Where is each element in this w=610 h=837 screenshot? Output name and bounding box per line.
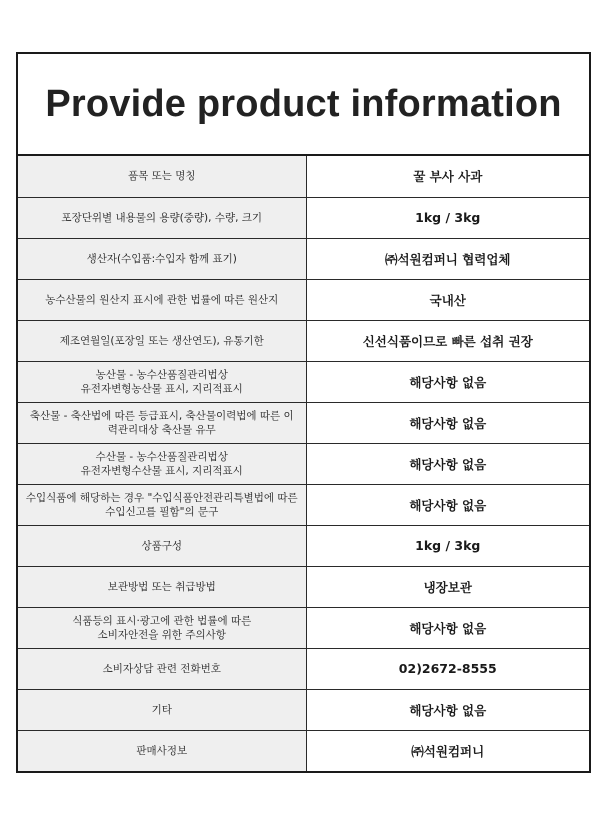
row-label-line: 소비자상담 관련 전화번호 xyxy=(102,662,221,675)
row-value: 냉장보관 xyxy=(306,566,589,607)
table-row xyxy=(18,443,589,484)
row-label xyxy=(18,320,306,361)
row-label xyxy=(18,607,306,648)
row-label xyxy=(18,156,306,197)
table-row xyxy=(18,607,589,648)
table-row xyxy=(18,197,589,238)
row-label xyxy=(18,197,306,238)
row-value: 해당사항 없음 xyxy=(306,484,589,525)
product-info-sheet xyxy=(16,52,591,773)
row-value: 해당사항 없음 xyxy=(306,361,589,402)
row-label xyxy=(18,402,306,443)
table-row xyxy=(18,402,589,443)
row-label-line: 력관리대상 축산물 유무 xyxy=(107,423,216,436)
row-value: 꿀 부사 사과 xyxy=(413,169,483,185)
row-value: ㈜석원컴퍼니 xyxy=(306,730,589,771)
row-label-line: 유전자변형농산물 표시, 지리적표시 xyxy=(80,382,243,395)
row-value: 신선식품이므로 빠른 섭취 권장 xyxy=(306,320,589,361)
page-title: Provide product information xyxy=(45,82,562,125)
row-label-line: 보관방법 또는 취급방법 xyxy=(107,580,216,593)
table-row xyxy=(18,156,589,197)
row-label-line: 기타 xyxy=(151,703,172,716)
row-label-line: 상품구성 xyxy=(141,539,183,552)
row-label-line: 소비자안전을 위한 주의사항 xyxy=(97,628,226,641)
table-row xyxy=(18,648,589,689)
row-label xyxy=(18,689,306,730)
row-label-line: 유전자변형수산물 표시, 지리적표시 xyxy=(80,464,243,477)
row-label-line: 농산물 - 농수산품질관리법상 xyxy=(95,368,228,381)
table-row xyxy=(18,279,589,320)
table-row xyxy=(18,525,589,566)
row-value: 해당사항 없음 xyxy=(306,443,589,484)
row-label-line: 축산물 - 축산법에 따른 등급표시, 축산물이력법에 따른 이 xyxy=(29,409,294,422)
row-label xyxy=(18,443,306,484)
row-value: 1kg / 3kg xyxy=(306,197,589,238)
row-label-line: 포장단위별 내용물의 용량(중량), 수량, 크기 xyxy=(61,211,263,224)
table-row xyxy=(18,566,589,607)
table-row xyxy=(18,484,589,525)
product-info-table xyxy=(18,156,589,771)
row-label xyxy=(18,484,306,525)
row-label xyxy=(18,648,306,689)
table-row xyxy=(18,238,589,279)
row-label xyxy=(18,238,306,279)
row-label-line: 생산자(수입품:수입자 함께 표기) xyxy=(86,252,237,265)
table-row xyxy=(18,730,589,771)
row-value: 국내산 xyxy=(306,279,589,320)
row-label-line: 수입신고를 필함"의 문구 xyxy=(105,505,219,518)
product-info-table-body xyxy=(18,156,589,771)
row-label-line: 품목 또는 명칭 xyxy=(127,170,196,183)
table-row xyxy=(18,361,589,402)
row-label xyxy=(18,525,306,566)
row-label-line: 제조연월일(포장일 또는 생산연도), 유통기한 xyxy=(59,334,264,347)
row-value: 1kg / 3kg xyxy=(306,525,589,566)
row-value: 해당사항 없음 xyxy=(306,607,589,648)
row-label xyxy=(18,566,306,607)
row-label xyxy=(18,730,306,771)
title-box xyxy=(18,54,589,156)
row-label xyxy=(18,279,306,320)
row-value: 02)2672-8555 xyxy=(306,648,589,689)
row-value: 해당사항 없음 xyxy=(306,402,589,443)
row-label-line: 수산물 - 농수산품질관리법상 xyxy=(95,450,228,463)
row-value: 해당사항 없음 xyxy=(306,689,589,730)
row-label-line: 농수산물의 원산지 표시에 관한 법률에 따른 원산지 xyxy=(45,293,279,306)
row-value: ㈜석원컴퍼니 협력업체 xyxy=(306,238,589,279)
row-label-line: 판매사정보 xyxy=(136,744,188,757)
table-row xyxy=(18,689,589,730)
row-label-line: 수입식품에 해당하는 경우 "수입식품안전관리특별법에 따른 xyxy=(25,491,298,504)
table-row xyxy=(18,320,589,361)
row-label-line: 식품등의 표시·광고에 관한 법률에 따른 xyxy=(72,614,252,627)
row-label xyxy=(18,361,306,402)
